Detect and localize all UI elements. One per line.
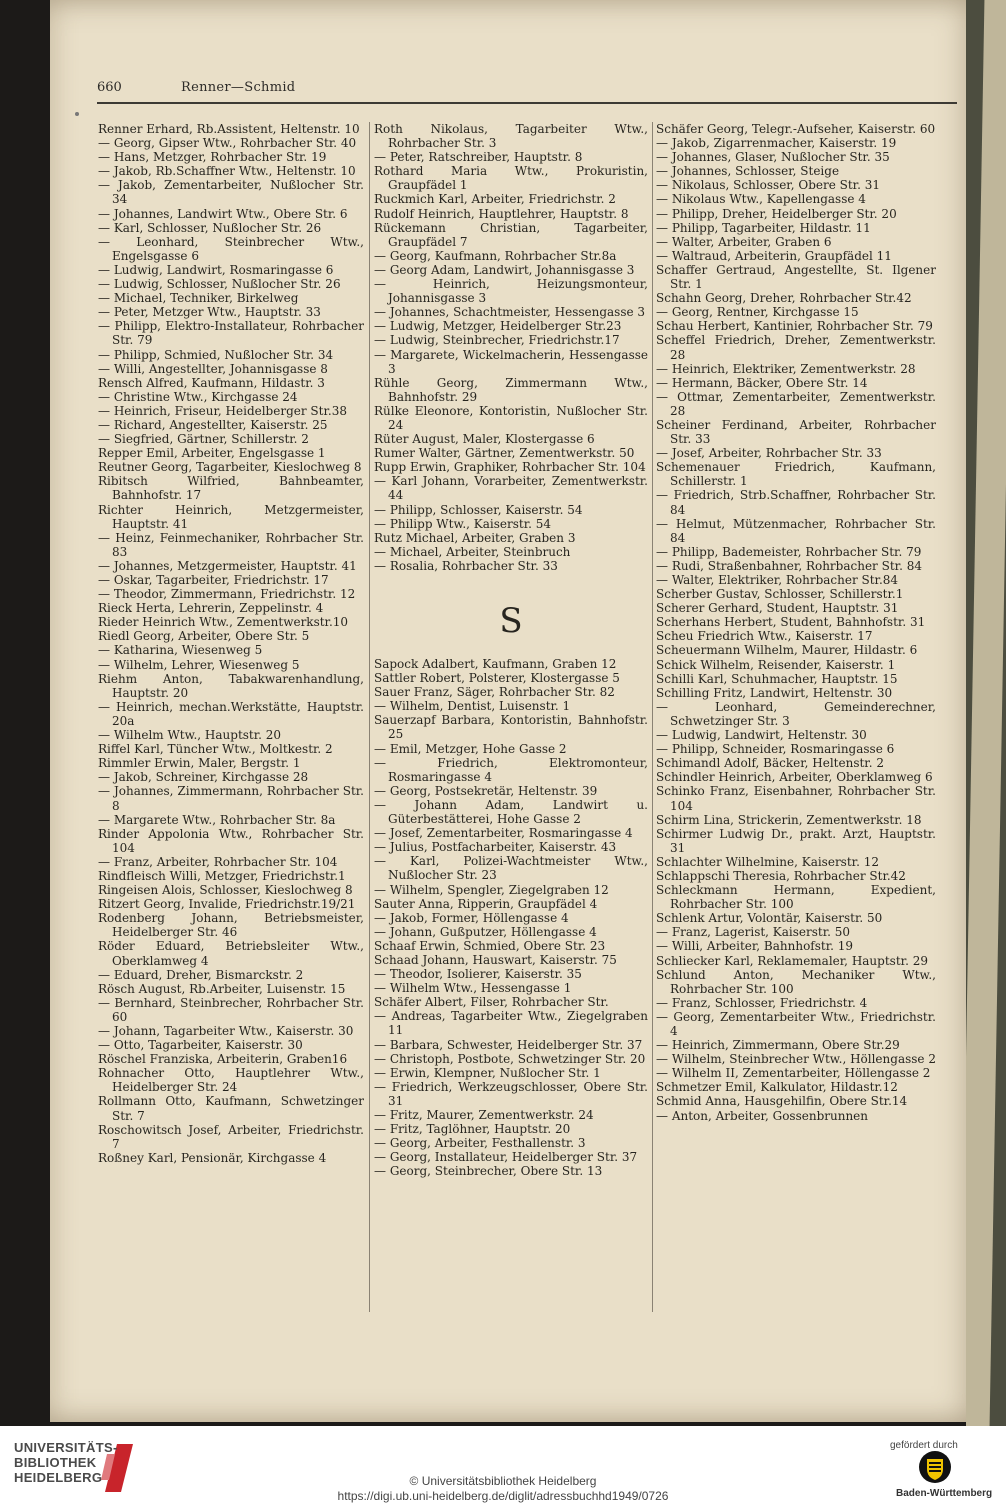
directory-entry: Rudolf Heinrich, Hauptlehrer, Hauptstr. 8 xyxy=(374,206,629,221)
directory-entry: Rückemann Christian, Tagarbeiter, Graupfädel 7 xyxy=(374,220,648,249)
directory-entry: — Johannes, Schachtmeister, Hessengasse 3 xyxy=(374,305,646,320)
viewer-footer xyxy=(0,1426,1006,1506)
directory-entry: Schlappschi Theresia, Rohrbacher Str.42 xyxy=(656,868,906,883)
directory-entry: — Philipp, Dreher, Heidelberger Str. 20 xyxy=(656,206,897,221)
directory-entry: — Friedrich, Werkzeugschlosser, Obere Str. 31 xyxy=(374,1079,648,1108)
directory-entry: Scherber Gustav, Schlosser, Schillerstr.1 xyxy=(656,587,904,602)
directory-entry: — Philipp, Bademeister, Rohrbacher Str. 79 xyxy=(656,544,922,559)
directory-entry: — Erwin, Klempner, Nußlocher Str. 1 xyxy=(374,1065,601,1080)
directory-entry: — Jakob, Schreiner, Kirchgasse 28 xyxy=(98,770,309,785)
directory-entry: Schilling Fritz, Landwirt, Heltenstr. 30 xyxy=(656,685,893,700)
directory-entry: Schilli Karl, Schuhmacher, Hauptstr. 15 xyxy=(656,671,898,686)
directory-entry: — Philipp, Elektro-Installateur, Rohrbacher Str. 79 xyxy=(98,319,364,348)
directory-entry: Schirm Lina, Strickerin, Zementwerkstr. 18 xyxy=(656,812,922,827)
directory-entry: — Georg, Zementarbeiter Wtw., Friedrichstr. 4 xyxy=(656,1009,936,1038)
directory-entry: — Rosalia, Rohrbacher Str. 33 xyxy=(374,558,558,573)
directory-entry: — Philipp, Schneider, Rosmaringasse 6 xyxy=(656,742,895,757)
directory-entry: Schaad Johann, Hauswart, Kaiserstr. 75 xyxy=(374,952,617,967)
directory-entry: — Anton, Arbeiter, Gossenbrunnen xyxy=(656,1108,868,1123)
directory-entry: — Otto, Tagarbeiter, Kaiserstr. 30 xyxy=(98,1038,303,1053)
directory-entry: — Wilhelm Wtw., Hauptstr. 20 xyxy=(98,728,282,743)
directory-entry: Rindfleisch Willi, Metzger, Friedrichstr.1 xyxy=(98,868,346,883)
directory-entry: Riehm Anton, Tabakwarenhandlung, Hauptstr. 20 xyxy=(98,671,364,700)
directory-entry: Schindler Heinrich, Arbeiter, Oberklamweg 6 xyxy=(656,770,933,785)
directory-entry: — Willi, Arbeiter, Bahnhofstr. 19 xyxy=(656,939,854,954)
directory-entry: — Johannes, Zimmermann, Rohrbacher Str. 8 xyxy=(98,784,364,813)
directory-entry: — Georg, Rentner, Kirchgasse 15 xyxy=(656,305,859,320)
directory-entry: — Nikolaus, Schlosser, Obere Str. 31 xyxy=(656,178,880,193)
directory-entry: Schirmer Ludwig Dr., prakt. Arzt, Hauptstr. 31 xyxy=(656,826,936,855)
directory-entry: — Wilhelm Wtw., Hessengasse 1 xyxy=(374,981,572,996)
directory-entry: Repper Emil, Arbeiter, Engelsgasse 1 xyxy=(98,446,326,461)
directory-entry: — Waltraud, Arbeiterin, Graupfädel 11 xyxy=(656,248,892,263)
directory-entry: Rohnacher Otto, Hauptlehrer Wtw., Heidelberger Str. 24 xyxy=(98,1066,364,1095)
directory-entry: — Christine Wtw., Kirchgasse 24 xyxy=(98,389,298,404)
directory-entry: — Theodor, Isolierer, Kaiserstr. 35 xyxy=(374,967,582,982)
directory-entry: — Wilhelm, Steinbrecher Wtw., Höllengasse 2 xyxy=(656,1052,936,1067)
directory-entry: Ritzert Georg, Invalide, Friedrichstr.19/21 xyxy=(98,897,356,912)
directory-entry: — Julius, Postfacharbeiter, Kaiserstr. 43 xyxy=(374,840,617,855)
directory-entry: — Georg, Steinbrecher, Obere Str. 13 xyxy=(374,1164,603,1179)
directory-entry: Schinko Franz, Eisenbahner, Rohrbacher Str. 104 xyxy=(656,784,936,813)
directory-entry: — Katharina, Wiesenweg 5 xyxy=(98,643,263,658)
directory-entry: — Michael, Arbeiter, Steinbruch xyxy=(374,544,571,559)
directory-entry: Rimmler Erwin, Maler, Bergstr. 1 xyxy=(98,756,301,771)
directory-entry: — Ludwig, Metzger, Heidelberger Str.23 xyxy=(374,319,622,334)
directory-entry: Sapock Adalbert, Kaufmann, Graben 12 xyxy=(374,657,617,671)
directory-entry: Rühle Georg, Zimmermann Wtw., Bahnhofstr. 29 xyxy=(374,375,648,404)
directory-entry: — Michael, Techniker, Birkelweg xyxy=(98,291,299,306)
directory-entry: Schlund Anton, Mechaniker Wtw., Rohrbacher Str. 100 xyxy=(656,967,936,996)
directory-entry: — Bernhard, Steinbrecher, Rohrbacher Str. 60 xyxy=(98,995,364,1024)
directory-entry: — Georg, Gipser Wtw., Rohrbacher Str. 40 xyxy=(98,136,357,151)
directory-entry: — Andreas, Tagarbeiter Wtw., Ziegelgraben 11 xyxy=(374,1009,648,1038)
column-2-s-entries xyxy=(374,657,648,1178)
directory-entry: Schaaf Erwin, Schmied, Obere Str. 23 xyxy=(374,938,606,953)
directory-entry: Schimandl Adolf, Bäcker, Heltenstr. 2 xyxy=(656,756,884,771)
directory-entry: Roth Nikolaus, Tagarbeiter Wtw., Rohrbacher Str. 3 xyxy=(374,122,648,151)
directory-entry: — Georg, Installateur, Heidelberger Str. 37 xyxy=(374,1150,638,1165)
directory-entry: — Josef, Arbeiter, Rohrbacher Str. 33 xyxy=(656,446,882,461)
directory-entry: Ribitsch Wilfried, Bahnbeamter, Bahnhofstr. 17 xyxy=(98,474,364,503)
directory-entry: Schemenauer Friedrich, Kaufmann, Schillerstr. 1 xyxy=(656,460,936,489)
directory-entry: — Leonhard, Steinbrecher Wtw., Engelsgasse 6 xyxy=(98,234,364,263)
directory-entry: Ringeisen Alois, Schlosser, Kieslochweg 8 xyxy=(98,883,353,898)
directory-entry: — Josef, Zementarbeiter, Rosmaringasse 4 xyxy=(374,826,633,841)
directory-entry: Reutner Georg, Tagarbeiter, Kieslochweg 8 xyxy=(98,460,362,475)
directory-entry: Ruckmich Karl, Arbeiter, Friedrichstr. 2 xyxy=(374,192,616,207)
directory-entry: — Emil, Metzger, Hohe Gasse 2 xyxy=(374,741,567,756)
directory-entry: — Johann, Gußputzer, Höllengasse 4 xyxy=(374,924,597,939)
directory-entry: — Leonhard, Gemeinderechner, Schwetzinger Str. 3 xyxy=(656,699,936,728)
directory-entry: — Georg Adam, Landwirt, Johannisgasse 3 xyxy=(374,262,635,277)
directory-entry: Schahn Georg, Dreher, Rohrbacher Str.42 xyxy=(656,291,912,306)
directory-entry: — Friedrich, Strb.Schaffner, Rohrbacher Str. 84 xyxy=(656,488,936,517)
directory-entry: — Jakob, Former, Höllengasse 4 xyxy=(374,910,569,925)
directory-entry: — Jakob, Rb.Schaffner Wtw., Heltenstr. 10 xyxy=(98,164,356,179)
directory-entry: Riffel Karl, Tüncher Wtw., Moltkestr. 2 xyxy=(98,742,333,757)
directory-entry: — Karl Johann, Vorarbeiter, Zementwerkstr. 44 xyxy=(374,474,648,503)
directory-entry: Rieder Heinrich Wtw., Zementwerkstr.10 xyxy=(98,615,349,630)
directory-entry: — Helmut, Mützenmacher, Rohrbacher Str. 84 xyxy=(656,516,936,545)
funded-by-label: gefördert durch xyxy=(890,1440,958,1451)
directory-entry: — Ludwig, Landwirt, Rosmaringasse 6 xyxy=(98,262,334,277)
directory-entry: Rülke Eleonore, Kontoristin, Nußlocher Str. 24 xyxy=(374,403,648,432)
directory-entry: Rumer Walter, Gärtner, Zementwerkstr. 50 xyxy=(374,446,635,461)
directory-entry: Schlachter Wilhelmine, Kaiserstr. 12 xyxy=(656,854,879,869)
directory-entry: Rodenberg Johann, Betriebsmeister, Heidelberger Str. 46 xyxy=(98,911,364,940)
directory-entry: — Ottmar, Zementarbeiter, Zementwerkstr. 28 xyxy=(656,389,936,418)
directory-entry: — Karl, Polizei-Wachtmeister Wtw., Nußlocher Str. 23 xyxy=(374,854,648,883)
copyright-notice: © Universitätsbibliothek Heidelberg xyxy=(409,1474,597,1488)
directory-entry: — Ludwig, Schlosser, Nußlocher Str. 26 xyxy=(98,277,341,292)
directory-entry: Roschowitsch Josef, Arbeiter, Friedrichstr. 7 xyxy=(98,1122,364,1151)
directory-entry: — Heinrich, Heizungsmonteur, Johannisgasse 3 xyxy=(374,277,648,306)
directory-entry: Scheuermann Wilhelm, Maurer, Hildastr. 6 xyxy=(656,643,918,658)
directory-entry: Schlenk Artur, Volontär, Kaiserstr. 50 xyxy=(656,911,883,926)
directory-entry: — Fritz, Maurer, Zementwerkstr. 24 xyxy=(374,1108,594,1122)
directory-entry: — Barbara, Schwester, Heidelberger Str. 37 xyxy=(374,1037,643,1052)
paper-speck xyxy=(75,112,79,116)
directory-entry: Sattler Robert, Polsterer, Klostergasse 5 xyxy=(374,671,620,686)
directory-entry: — Wilhelm, Spengler, Ziegelgraben 12 xyxy=(374,882,609,897)
directory-entry: Sauter Anna, Ripperin, Graupfädel 4 xyxy=(374,896,598,911)
directory-entry: Roßney Karl, Pensionär, Kirchgasse 4 xyxy=(98,1150,327,1165)
directory-entry: Rensch Alfred, Kaufmann, Hildastr. 3 xyxy=(98,375,325,390)
directory-entry: — Heinrich, Elektriker, Zementwerkstr. 28 xyxy=(656,361,916,376)
directory-entry: Schäfer Georg, Telegr.-Aufseher, Kaiserstr. 60 xyxy=(656,122,936,136)
directory-entry: — Heinrich, Zimmermann, Obere Str.29 xyxy=(656,1038,900,1053)
directory-entry: — Heinrich, Friseur, Heidelberger Str.38 xyxy=(98,403,347,418)
directory-entry: — Georg, Postsekretär, Heltenstr. 39 xyxy=(374,783,598,798)
directory-entry: — Philipp Wtw., Kaiserstr. 54 xyxy=(374,516,552,531)
directory-entry: Scheiner Ferdinand, Arbeiter, Rohrbacher Str. 33 xyxy=(656,417,936,447)
directory-entry: Rinder Appolonia Wtw., Rohrbacher Str. 104 xyxy=(98,826,364,855)
directory-entry: Scheffel Friedrich, Dreher, Zementwerkstr. 28 xyxy=(656,333,936,362)
directory-entry: Schaffer Gertraud, Angestellte, St. Ilgener Str. 1 xyxy=(656,262,936,292)
directory-entry: — Willi, Angestellter, Johannisgasse 8 xyxy=(98,361,328,376)
directory-entry: — Christoph, Postbote, Schwetzinger Str. 20 xyxy=(374,1051,646,1066)
directory-entry: — Siegfried, Gärtner, Schillerstr. 2 xyxy=(98,432,309,447)
logo-line-3: HEIDELBERG xyxy=(14,1470,103,1485)
directory-entry: — Ludwig, Landwirt, Heltenstr. 30 xyxy=(656,728,867,743)
directory-entry: — Jakob, Zigarrenmacher, Kaiserstr. 19 xyxy=(656,136,897,151)
directory-entry: Schäfer Albert, Filser, Rohrbacher Str. xyxy=(374,995,609,1010)
directory-entry: — Philipp, Schmied, Nußlocher Str. 34 xyxy=(98,347,334,362)
directory-entry: Sauerzapf Barbara, Kontoristin, Bahnhofstr. 25 xyxy=(374,713,648,742)
directory-entry: — Johann Adam, Landwirt u. Güterbestätterei, Hohe Gasse 2 xyxy=(374,797,648,827)
next-page-edge xyxy=(966,0,1006,1426)
directory-entry: — Rudi, Straßenbahner, Rohrbacher Str. 84 xyxy=(656,558,922,573)
state-coat-of-arms-icon xyxy=(918,1450,952,1484)
directory-entry: — Karl, Schlosser, Nußlocher Str. 26 xyxy=(98,220,322,235)
directory-entry: — Heinz, Feinmechaniker, Rohrbacher Str. 83 xyxy=(98,530,364,559)
directory-entry: — Heinrich, mechan.Werkstätte, Hauptstr. 20a xyxy=(98,699,364,728)
directory-entry: — Wilhelm, Dentist, Luisenstr. 1 xyxy=(374,699,571,714)
directory-entry: — Ludwig, Steinbrecher, Friedrichstr.17 xyxy=(374,333,620,348)
directory-entry: — Hans, Metzger, Rohrbacher Str. 19 xyxy=(98,150,327,165)
directory-entry: — Philipp, Tagarbeiter, Hildastr. 11 xyxy=(656,220,871,235)
directory-entry: — Franz, Schlosser, Friedrichstr. 4 xyxy=(656,995,868,1010)
directory-entry: Rothard Maria Wtw., Prokuristin, Graupfädel 1 xyxy=(374,164,648,193)
directory-entry: Scherer Gerhard, Student, Hauptstr. 31 xyxy=(656,601,899,616)
directory-entry: Rutz Michael, Arbeiter, Graben 3 xyxy=(374,530,576,545)
directory-entry: — Richard, Angestellter, Kaiserstr. 25 xyxy=(98,417,328,432)
directory-entry: Rüter August, Maler, Klostergasse 6 xyxy=(374,432,595,447)
directory-entry: Rösch August, Rb.Arbeiter, Luisenstr. 15 xyxy=(98,981,346,996)
directory-entry: — Johannes, Glaser, Nußlocher Str. 35 xyxy=(656,150,890,165)
running-head: Renner—Schmid xyxy=(181,80,296,95)
funder-name: Baden-Württemberg xyxy=(896,1488,993,1499)
column-rule xyxy=(652,122,653,1312)
directory-entry: Sauer Franz, Säger, Rohrbacher Str. 82 xyxy=(374,685,615,700)
column-2-r-entries xyxy=(374,122,648,573)
directory-entry: Schmetzer Emil, Kalkulator, Hildastr.12 xyxy=(656,1080,898,1095)
directory-entry: — Hermann, Bäcker, Obere Str. 14 xyxy=(656,375,868,390)
page-header xyxy=(97,80,957,104)
directory-entry: — Jakob, Zementarbeiter, Nußlocher Str. 34 xyxy=(98,178,364,207)
logo-line-2: BIBLIOTHEK xyxy=(14,1455,97,1470)
directory-entry: — Margarete, Wickelmacherin, Hessengasse 3 xyxy=(374,347,648,376)
directory-entry: — Johannes, Schlosser, Steige xyxy=(656,164,840,179)
directory-entry: — Philipp, Schlosser, Kaiserstr. 54 xyxy=(374,502,583,517)
directory-entry: Röschel Franziska, Arbeiterin, Graben16 xyxy=(98,1052,348,1067)
directory-entry: — Georg, Arbeiter, Festhallenstr. 3 xyxy=(374,1136,586,1151)
column-rule xyxy=(369,122,370,1312)
directory-entry: — Nikolaus Wtw., Kapellengasse 4 xyxy=(656,192,866,207)
directory-column-3 xyxy=(656,122,936,1123)
permalink[interactable]: https://digi.ub.uni-heidelberg.de/diglit/adressbuchhd1949/0726 xyxy=(337,1489,669,1503)
page-sliver xyxy=(966,0,1006,1426)
directory-entry: — Wilhelm II, Zementarbeiter, Höllengasse 2 xyxy=(656,1066,931,1081)
directory-entry: Rollmann Otto, Kaufmann, Schwetzinger Str. 7 xyxy=(98,1094,364,1123)
directory-entry: Schliecker Karl, Reklamemaler, Hauptstr. 29 xyxy=(656,953,928,968)
directory-entry: Scheu Friedrich Wtw., Kaiserstr. 17 xyxy=(656,629,873,644)
directory-entry: — Eduard, Dreher, Bismarckstr. 2 xyxy=(98,967,304,982)
directory-entry: — Franz, Lagerist, Kaiserstr. 50 xyxy=(656,925,851,940)
logo-line-1: UNIVERSITÄTS- xyxy=(14,1440,118,1455)
directory-entry: Renner Erhard, Rb.Assistent, Heltenstr. 10 xyxy=(98,122,360,136)
directory-entry: Riedl Georg, Arbeiter, Obere Str. 5 xyxy=(98,629,310,644)
directory-entry: Schmid Anna, Hausgehilfin, Obere Str.14 xyxy=(656,1094,908,1109)
directory-entry: Röder Eduard, Betriebsleiter Wtw., Oberklamweg 4 xyxy=(98,939,364,968)
directory-entry: — Johannes, Landwirt Wtw., Obere Str. 6 xyxy=(98,206,348,221)
section-letter: S xyxy=(499,601,523,641)
directory-entry: Schick Wilhelm, Reisender, Kaiserstr. 1 xyxy=(656,657,896,672)
directory-entry: — Walter, Elektriker, Rohrbacher Str.84 xyxy=(656,573,899,587)
directory-entry: Rieck Herta, Lehrerin, Zeppelinstr. 4 xyxy=(98,601,324,616)
directory-entry: Richter Heinrich, Metzgermeister, Hauptstr. 41 xyxy=(98,502,364,531)
directory-entry: — Wilhelm, Lehrer, Wiesenweg 5 xyxy=(98,657,300,672)
directory-entry: Schleckmann Hermann, Expedient, Rohrbacher Str. 100 xyxy=(656,883,936,912)
directory-entry: Rupp Erwin, Graphiker, Rohrbacher Str. 104 xyxy=(374,460,646,475)
directory-column-2 xyxy=(374,122,648,1178)
directory-entry: — Friedrich, Elektromonteur, Rosmaringasse 4 xyxy=(374,755,648,784)
page-number: 660 xyxy=(97,80,122,95)
directory-entry: Schau Herbert, Kantinier, Rohrbacher Str. 79 xyxy=(656,319,933,334)
directory-entry: — Walter, Arbeiter, Graben 6 xyxy=(656,234,832,249)
directory-entry: — Theodor, Zimmermann, Friedrichstr. 12 xyxy=(98,587,356,602)
directory-column-1 xyxy=(98,122,364,1165)
directory-entry: — Oskar, Tagarbeiter, Friedrichstr. 17 xyxy=(98,573,329,587)
directory-entry: Scherhans Herbert, Student, Bahnhofstr. 31 xyxy=(656,615,926,630)
directory-entry: — Franz, Arbeiter, Rohrbacher Str. 104 xyxy=(98,854,338,869)
directory-entry: — Margarete Wtw., Rohrbacher Str. 8a xyxy=(98,812,336,827)
directory-entry: — Peter, Metzger Wtw., Hauptstr. 33 xyxy=(98,305,321,320)
directory-entry: — Peter, Ratschreiber, Hauptstr. 8 xyxy=(374,150,583,165)
directory-entry: — Johannes, Metzgermeister, Hauptstr. 41 xyxy=(98,558,357,573)
directory-entry: — Johann, Tagarbeiter Wtw., Kaiserstr. 30 xyxy=(98,1024,354,1038)
directory-entry: — Fritz, Taglöhner, Hauptstr. 20 xyxy=(374,1122,571,1137)
directory-entry: — Georg, Kaufmann, Rohrbacher Str.8a xyxy=(374,248,617,263)
